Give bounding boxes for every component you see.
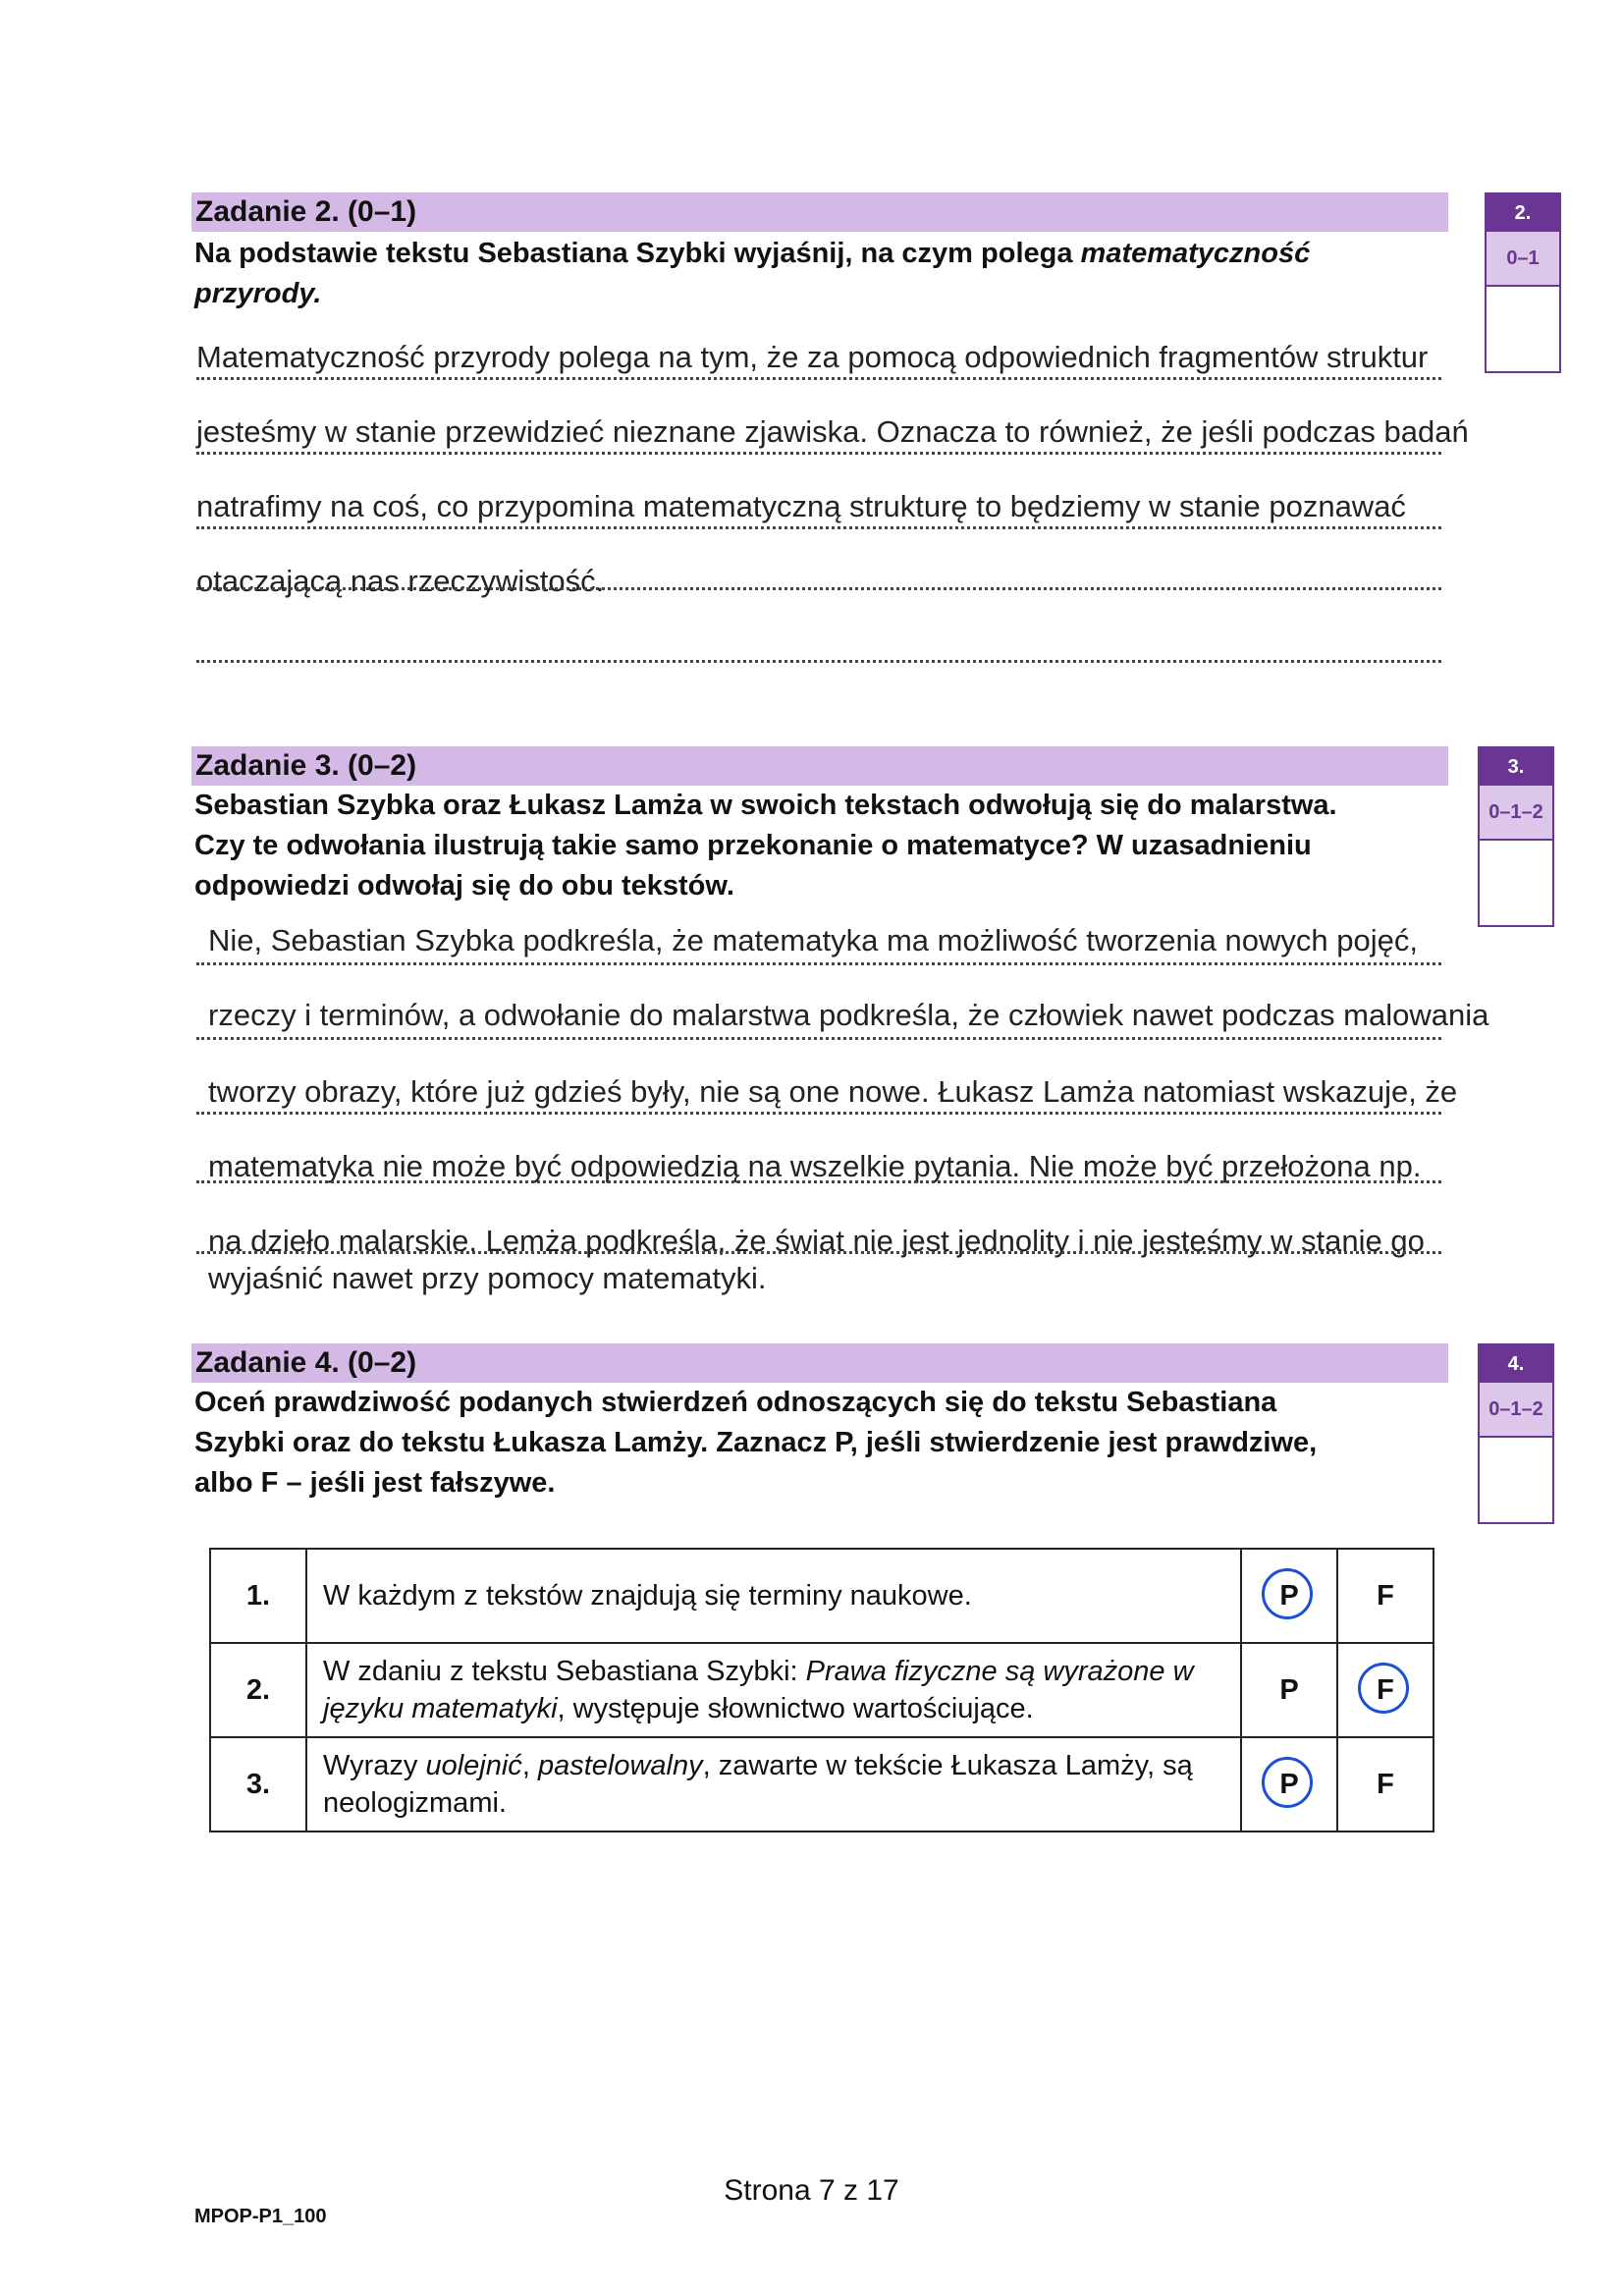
task3-score-field[interactable] (1480, 841, 1552, 925)
task3-answer-line-5: na dzieło malarskie. Lemża podkreśla, że świat nie jest jednolity i nie jesteśmy w stanie go (208, 1224, 1425, 1258)
task4-score-box (1478, 1343, 1554, 1524)
option-f[interactable]: F (1337, 1643, 1434, 1737)
task3-answer-line-3: tworzy obrazy, które już gdzieś były, nie są one nowe. Łukasz Lamża natomiast wskazuje, że (208, 1074, 1458, 1109)
task3-answer-line-6: wyjaśnić nawet przy pomocy matematyki. (208, 1261, 767, 1295)
task3-answer-line-4: matematyka nie może być odpowiedzią na wszelkie pytania. Nie może być przełożona np. (208, 1149, 1422, 1183)
exam-code: MPOP-P1_100 (194, 2206, 327, 2227)
task3-dotted-line-4 (196, 1180, 1441, 1183)
task2-dotted-line-2 (196, 452, 1441, 455)
option-f[interactable]: F (1337, 1549, 1434, 1643)
option-p[interactable]: P (1241, 1737, 1337, 1831)
statement-text: W każdym z tekstów znajdują się terminy naukowe. (306, 1549, 1241, 1643)
task3-dotted-line-2 (196, 1037, 1441, 1040)
statement-number: 2. (210, 1643, 306, 1737)
task4-prompt: Oceń prawdziwość podanych stwierdzeń odnoszących się do tekstu Sebastiana Szybki oraz do tekstu Łukasza Lamży. Zaznacz P, jeśli stwierdzenie jest prawdziwe, albo F – jeśli jest fałszywe. (194, 1387, 1318, 1499)
task2-dotted-line-3 (196, 526, 1441, 529)
task2-answer-line-3: natrafimy na coś, co przypomina matematyczną strukturę to będziemy w stanie poznawać (196, 489, 1406, 523)
task3-header: Zadanie 3. (0–2) (191, 746, 1448, 786)
task3-prompt: Sebastian Szybka oraz Łukasz Lamża w swoich tekstach odwołują się do malarstwa. Czy te odwołania ilustrują takie samo przekonanie o matematyce? W uzasadnieniu odpowiedzi odwołaj się do obu tekstów. (194, 790, 1337, 902)
task3-dotted-line-3 (196, 1112, 1441, 1115)
option-p[interactable]: P (1241, 1549, 1337, 1643)
option-p[interactable]: P (1241, 1643, 1337, 1737)
task2-header: Zadanie 2. (0–1) (191, 192, 1448, 232)
answer-mark-circle (1262, 1568, 1313, 1619)
task4-score-number: 4. (1480, 1345, 1552, 1383)
table-row (210, 1643, 1434, 1737)
page-number: Strona 7 z 17 (724, 2174, 899, 2207)
task2-dotted-line-5 (196, 660, 1441, 663)
table-row (210, 1549, 1434, 1643)
task2-score-box (1485, 192, 1561, 373)
table-row (210, 1737, 1434, 1831)
task3-score-number: 3. (1480, 748, 1552, 786)
task2-answer-line-4: otaczającą nas rzeczywistość. (196, 564, 605, 598)
task2-answer-line-2: jesteśmy w stanie przewidzieć nieznane zjawiska. Oznacza to również, że jeśli podczas badań (196, 414, 1469, 449)
statement-text: Wyrazy uolejnić, pastelowalny, zawarte w tekście Łukasza Lamży, są neologizmami. (306, 1737, 1241, 1831)
task3-score-range: 0–1–2 (1480, 786, 1552, 841)
answer-mark-circle (1358, 1663, 1409, 1714)
task2-answer-line-1: Matematyczność przyrody polega na tym, że za pomocą odpowiednich fragmentów struktur (196, 340, 1429, 374)
task4-header: Zadanie 4. (0–2) (191, 1343, 1448, 1383)
task3-score-box (1478, 746, 1554, 927)
statement-number: 3. (210, 1737, 306, 1831)
task2-score-number: 2. (1487, 194, 1559, 232)
task3-answer-line-2: rzeczy i terminów, a odwołanie do malarstwa podkreśla, że człowiek nawet podczas malowania (208, 998, 1489, 1032)
task2-prompt: Na podstawie tekstu Sebastiana Szybki wyjaśnij, na czym polega matematyczność przyrody. (194, 238, 1311, 309)
task3-dotted-line-5 (196, 1251, 1441, 1254)
statement-text: W zdaniu z tekstu Sebastiana Szybki: Prawa fizyczne są wyrażone w języku matematyki, występuje słownictwo wartościujące. (306, 1643, 1241, 1737)
option-f[interactable]: F (1337, 1737, 1434, 1831)
task3-dotted-line-1 (196, 962, 1441, 965)
task4-score-field[interactable] (1480, 1438, 1552, 1522)
task2-dotted-line-1 (196, 377, 1441, 380)
task2-dotted-line-4 (196, 587, 1441, 590)
statement-number: 1. (210, 1549, 306, 1643)
task2-score-range: 0–1 (1487, 232, 1559, 287)
true-false-table (209, 1548, 1434, 1832)
task3-answer-line-1: Nie, Sebastian Szybka podkreśla, że matematyka ma możliwość tworzenia nowych pojęć, (208, 923, 1418, 957)
task2-score-field[interactable] (1487, 287, 1559, 371)
task4-score-range: 0–1–2 (1480, 1383, 1552, 1438)
answer-mark-circle (1262, 1757, 1313, 1808)
